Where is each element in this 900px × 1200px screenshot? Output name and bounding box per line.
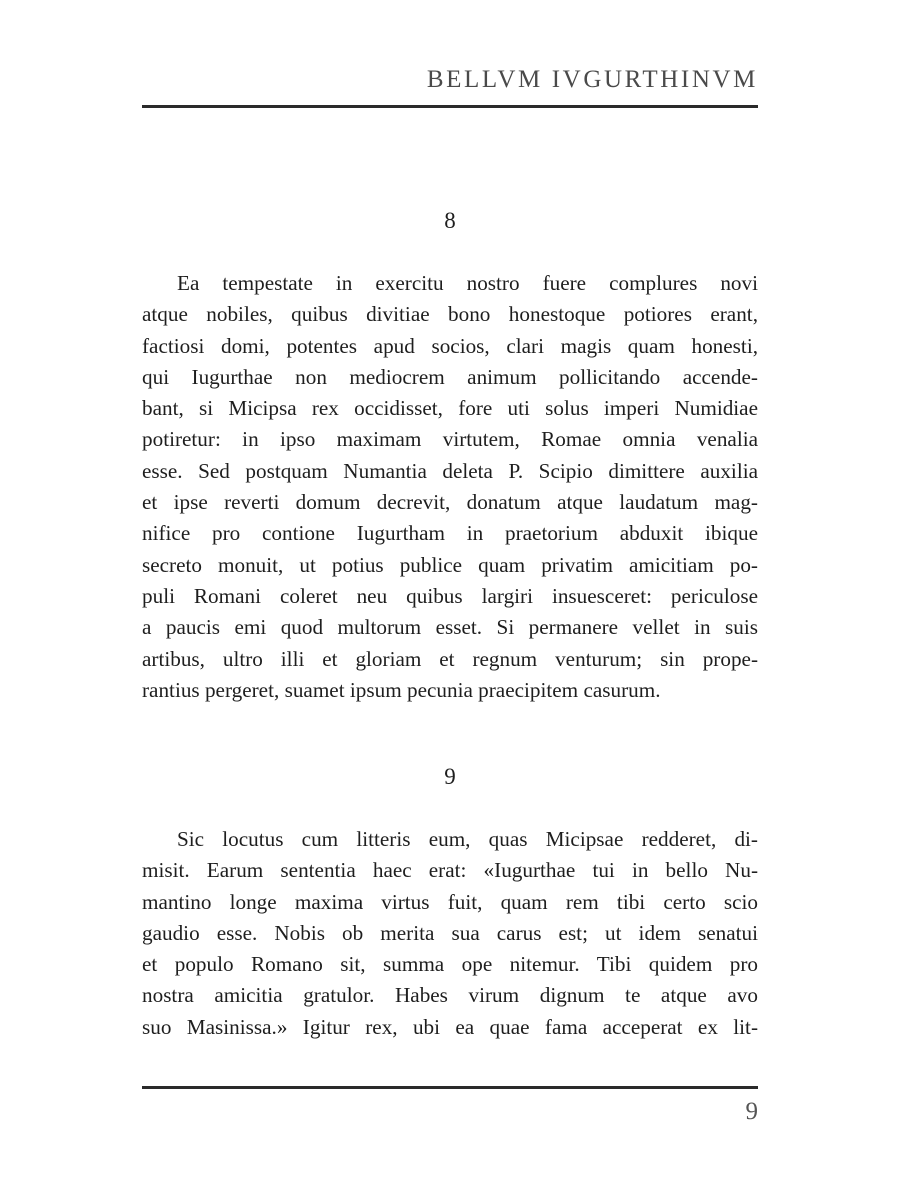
text-line: puli Romani coleret neu quibus largiri insuesceret: periculose xyxy=(142,583,758,608)
text-line: atque nobiles, quibus divitiae bono honestoque potiores erant, xyxy=(142,302,758,327)
chapter-number: 8 xyxy=(444,208,456,233)
text-line: a paucis emi quod multorum esset. Si permanere vellet in suis xyxy=(142,615,758,640)
chapter-9-paragraph xyxy=(142,824,758,1043)
text-line: nifice pro contione Iugurtham in praetorium abduxit ibique xyxy=(142,521,758,546)
text-line: bant, si Micipsa rex occidisset, fore uti solus imperi Numidiae xyxy=(142,396,758,421)
text-line: Ea tempestate in exercitu nostro fuere complures novi xyxy=(177,271,758,295)
chapter-8-paragraph xyxy=(142,268,758,706)
text-line: esse. Sed postquam Numantia deleta P. Scipio dimittere auxilia xyxy=(142,458,758,483)
text-line: mantino longe maxima virtus fuit, quam rem tibi certo scio xyxy=(142,889,758,914)
page-number: 9 xyxy=(745,1098,758,1125)
text-line: Sic locutus cum litteris eum, quas Micipsae redderet, di- xyxy=(177,827,758,851)
text-line: potiretur: in ipso maximam virtutem, Romae omnia venalia xyxy=(142,427,758,452)
text-line: factiosi domi, potentes apud socios, clari magis quam honesti, xyxy=(142,333,758,358)
text-line: secreto monuit, ut potius publice quam privatim amicitiam po- xyxy=(142,552,758,577)
running-head-title: BELLVM IVGURTHINVM xyxy=(426,66,758,93)
text-line: rantius pergeret, suamet ipsum pecunia praecipitem casurum. xyxy=(142,677,661,702)
text-line: suo Masinissa.» Igitur rex, ubi ea quae fama acceperat ex lit- xyxy=(142,1014,758,1039)
text-line: misit. Earum sententia haec erat: «Iugurthae tui in bello Nu- xyxy=(142,858,758,883)
header-rule xyxy=(142,105,758,108)
chapter-number: 9 xyxy=(444,764,456,789)
footer-rule xyxy=(142,1086,758,1089)
text-line: et ipse reverti domum decrevit, donatum atque laudatum mag- xyxy=(142,490,758,515)
text-line: et populo Romano sit, summa ope nitemur. Tibi quidem pro xyxy=(142,952,758,977)
text-line: gaudio esse. Nobis ob merita sua carus est; ut idem senatui xyxy=(142,920,758,945)
text-line: artibus, ultro illi et gloriam et regnum venturum; sin prope- xyxy=(142,646,758,671)
text-line: qui Iugurthae non mediocrem animum pollicitando accende- xyxy=(142,364,758,389)
text-line: nostra amicitia gratulor. Habes virum dignum te atque avo xyxy=(142,983,758,1008)
